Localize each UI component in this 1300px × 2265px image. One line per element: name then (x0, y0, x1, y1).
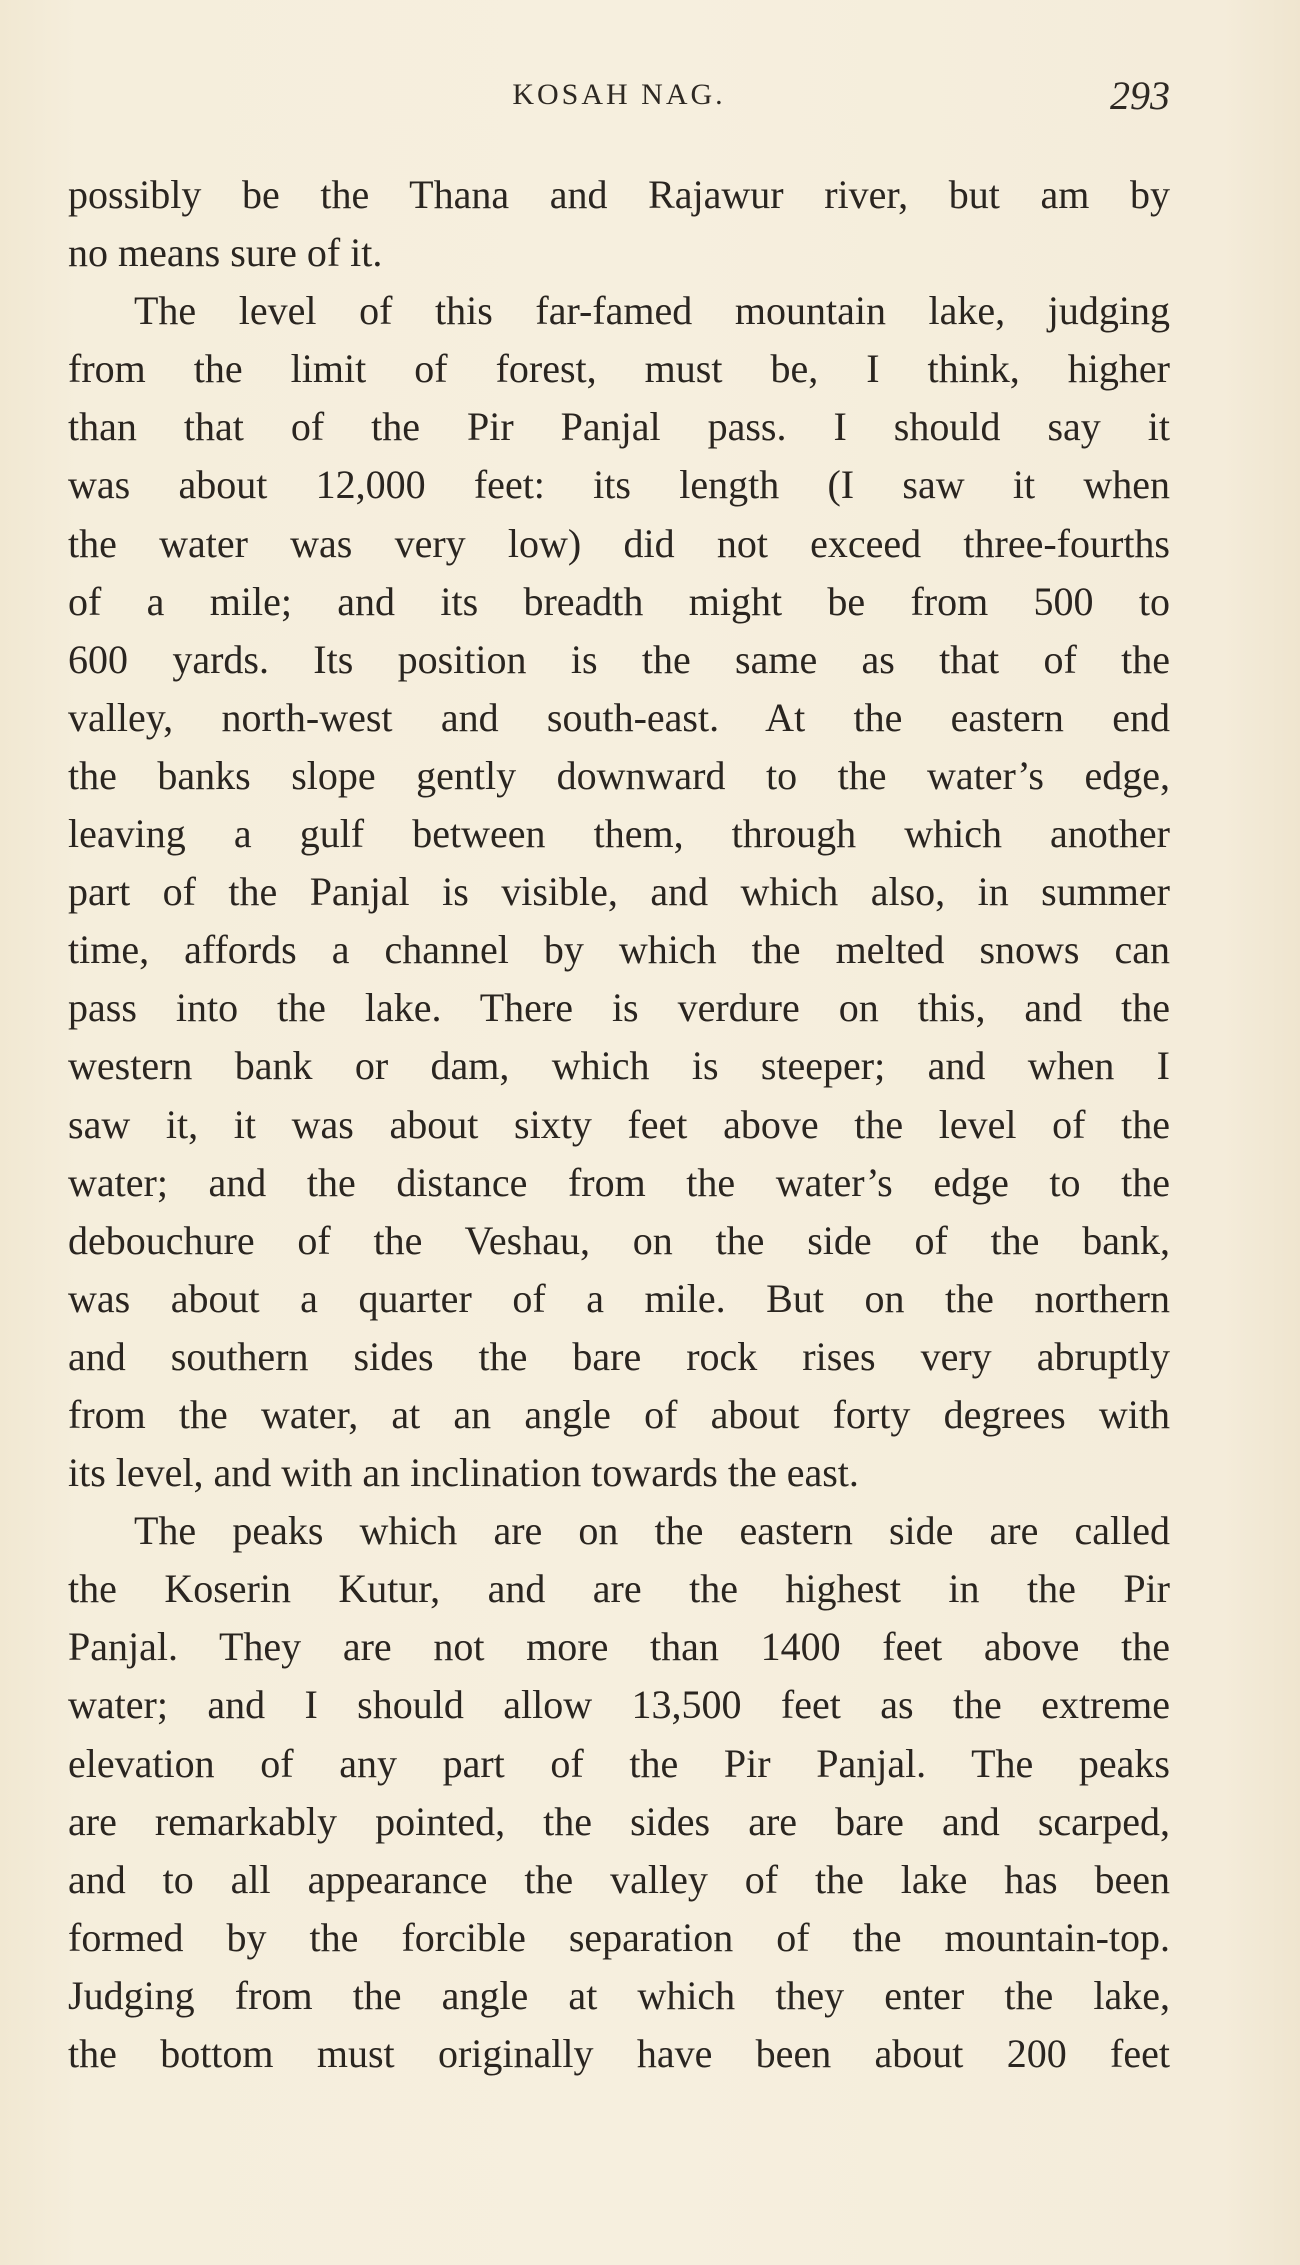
body-text (68, 166, 1170, 2083)
text-line: part of the Panjal is visible, and which also, in summer (68, 869, 1170, 915)
running-title: KOSAH NAG. (512, 78, 726, 111)
text-line: the water was very low) did not exceed three-fourths (68, 520, 1170, 566)
text-line: possibly be the Thana and Rajawur river, but am by (68, 172, 1170, 217)
text-line: The peaks which are on the eastern side are called (134, 1508, 1170, 1554)
text-line: was about a quarter of a mile. But on the northern (68, 1275, 1170, 1321)
running-head (68, 72, 1170, 122)
text-line: western bank or dam, which is steeper; and when I (68, 1043, 1170, 1089)
text-line: time, affords a channel by which the melted snows can (68, 927, 1170, 973)
text-line: saw it, it was about sixty feet above the level of the (68, 1101, 1170, 1147)
text-line: are remarkably pointed, the sides are bare and scarped, (68, 1798, 1170, 1844)
text-line: from the limit of forest, must be, I think, higher (68, 346, 1170, 392)
text-line: of a mile; and its breadth might be from 500 to (68, 578, 1170, 624)
text-line: from the water, at an angle of about forty degrees with (68, 1391, 1170, 1437)
text-line: its level, and with an inclination towards the east. (68, 1450, 859, 1496)
text-line: elevation of any part of the Pir Panjal. The peaks (68, 1740, 1170, 1786)
text-line: and to all appearance the valley of the lake has been (68, 1856, 1170, 1902)
text-line: and southern sides the bare rock rises very abruptly (68, 1333, 1170, 1379)
text-line: was about 12,000 feet: its length (I saw it when (68, 462, 1170, 508)
text-line: no means sure of it. (68, 230, 383, 276)
page-number: 293 (1110, 73, 1170, 118)
text-line: the Koserin Kutur, and are the highest in the Pir (68, 1566, 1170, 1612)
text-line: than that of the Pir Panjal pass. I should say it (68, 404, 1170, 450)
text-line: debouchure of the Veshau, on the side of the bank, (68, 1217, 1170, 1263)
text-line: Panjal. They are not more than 1400 feet above the (68, 1624, 1170, 1670)
text-line: 600 yards. Its position is the same as that of the (68, 636, 1170, 682)
text-line: formed by the forcible separation of the mountain-top. (68, 1914, 1170, 1960)
text-line: water; and the distance from the water’s edge to the (68, 1159, 1170, 1205)
text-line: the banks slope gently downward to the water’s edge, (68, 752, 1170, 798)
text-line: valley, north-west and south-east. At the eastern end (68, 694, 1170, 740)
text-line: The level of this far-famed mountain lake, judging (134, 288, 1170, 334)
text-line: Judging from the angle at which they enter the lake, (68, 1972, 1170, 2018)
text-line: pass into the lake. There is verdure on this, and the (68, 985, 1170, 1031)
text-line: the bottom must originally have been about 200 feet (68, 2031, 1170, 2076)
text-line: leaving a gulf between them, through which another (68, 811, 1170, 857)
text-line: water; and I should allow 13,500 feet as the extreme (68, 1682, 1170, 1728)
